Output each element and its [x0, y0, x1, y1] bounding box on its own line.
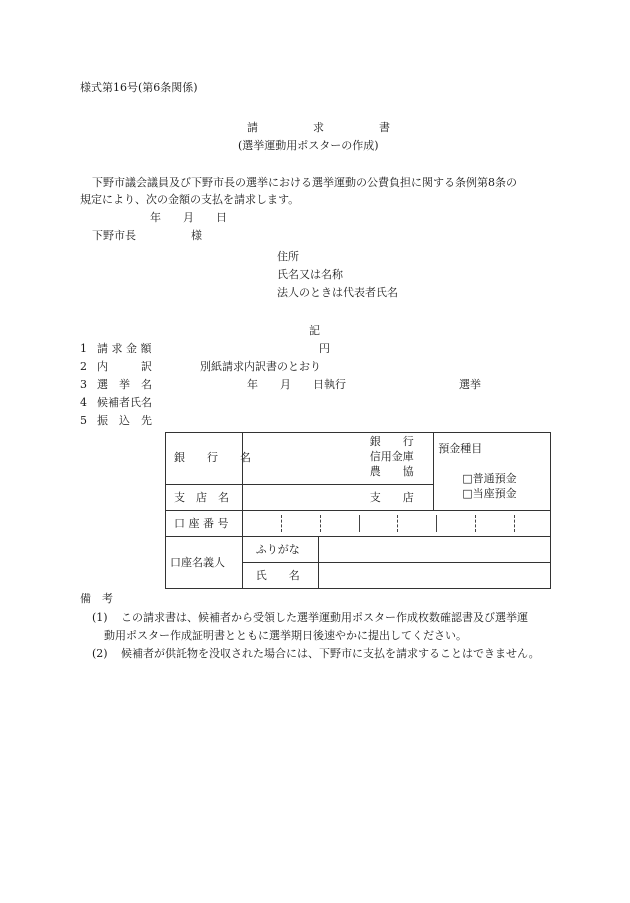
digit-divider: [359, 515, 360, 532]
item-content-yen: 円: [319, 342, 330, 355]
note-number: (2): [92, 647, 108, 660]
item-content-election-suffix: 選挙: [459, 378, 481, 391]
bank-name-input-cell[interactable]: [242, 433, 433, 485]
furigana-label: ふりがな: [255, 543, 300, 556]
bank-type-credit-union: 信用金庫: [369, 450, 414, 463]
note-1-line-1: この請求書は、候補者から受領した選挙運動用ポスター作成枚数確認書及び選挙運: [121, 611, 528, 624]
furigana-input-cell[interactable]: [318, 537, 550, 563]
item-label-election: 選 挙 名: [97, 378, 152, 391]
bank-transfer-table: [165, 432, 551, 589]
bank-name-label-cell: [166, 433, 251, 485]
account-number-input-cell[interactable]: [242, 511, 550, 537]
item-number: 4: [80, 396, 87, 409]
branch-label: 支 店 名: [174, 491, 229, 504]
applicant-address-label: 住所: [277, 250, 299, 263]
bank-type-bank: 銀 行: [369, 435, 414, 448]
deposit-option-current[interactable]: □当座預金: [462, 487, 517, 500]
item-label-amount: 請 求 金 額: [97, 342, 152, 355]
digit-divider: [514, 515, 515, 532]
bank-name-label: 銀 行 名: [174, 451, 251, 464]
date-line: 年 月 日: [150, 211, 227, 224]
account-holder-label-cell: [166, 537, 243, 589]
item-number: 1: [80, 342, 87, 355]
form-number: 様式第16号(第6条関係): [80, 81, 198, 94]
note-1-line-2: 動用ポスター作成証明書とともに選挙期日後速やかに提出してください。: [104, 629, 467, 642]
document-title: 請 求 書: [247, 121, 390, 134]
digit-divider: [320, 515, 321, 532]
note-2-line-1: 候補者が供託物を没収された場合には、下野市に支払を請求することはできません。: [121, 647, 540, 660]
digit-divider: [397, 515, 398, 532]
item-label-transfer: 振 込 先: [97, 414, 152, 427]
digit-divider: [281, 515, 282, 532]
bank-type-agricultural-coop: 農 協: [369, 465, 414, 478]
account-holder-label: 口座名義人: [170, 556, 225, 569]
digit-divider: [475, 515, 476, 532]
applicant-name-label: 氏名又は名称: [277, 268, 343, 281]
holder-name-input-cell[interactable]: [318, 563, 550, 589]
note-number: (1): [92, 611, 108, 624]
deposit-type-label: 預金種目: [438, 442, 483, 455]
item-label-candidate: 候補者氏名: [97, 396, 152, 409]
deposit-option-ordinary[interactable]: □普通預金: [462, 472, 517, 485]
furigana-label-cell: [242, 537, 318, 563]
body-text-line-2: 規定により、次の金額の支払を請求します。: [80, 193, 300, 206]
item-label-breakdown: 内 訳: [97, 360, 152, 373]
account-number-label: 口 座 番 号: [174, 517, 229, 530]
item-number: 2: [80, 360, 87, 373]
branch-suffix: 支 店: [369, 491, 414, 504]
digit-divider: [436, 515, 437, 532]
item-number: 5: [80, 414, 87, 427]
item-number: 3: [80, 378, 87, 391]
body-text-line-1: 下野市議会議員及び下野市長の選挙における選挙運動の公費負担に関する条例第8条の: [92, 176, 517, 189]
document-subtitle: (選挙運動用ポスターの作成): [238, 139, 379, 152]
holder-name-label: 氏 名: [255, 569, 300, 582]
ki-heading: 記: [309, 324, 320, 337]
account-number-label-cell: [166, 511, 243, 537]
branch-input-cell[interactable]: [242, 485, 433, 511]
addressee: 下野市長 様: [92, 229, 202, 242]
applicant-corp-label: 法人のときは代表者氏名: [277, 286, 398, 299]
deposit-type-cell: [434, 433, 551, 511]
item-content-breakdown: 別紙請求内訳書のとおり: [200, 360, 321, 373]
item-content-election-date: 年 月 日執行: [247, 378, 346, 391]
branch-label-cell: [166, 485, 243, 511]
notes-title: 備 考: [80, 592, 113, 605]
holder-name-label-cell: [242, 563, 318, 589]
